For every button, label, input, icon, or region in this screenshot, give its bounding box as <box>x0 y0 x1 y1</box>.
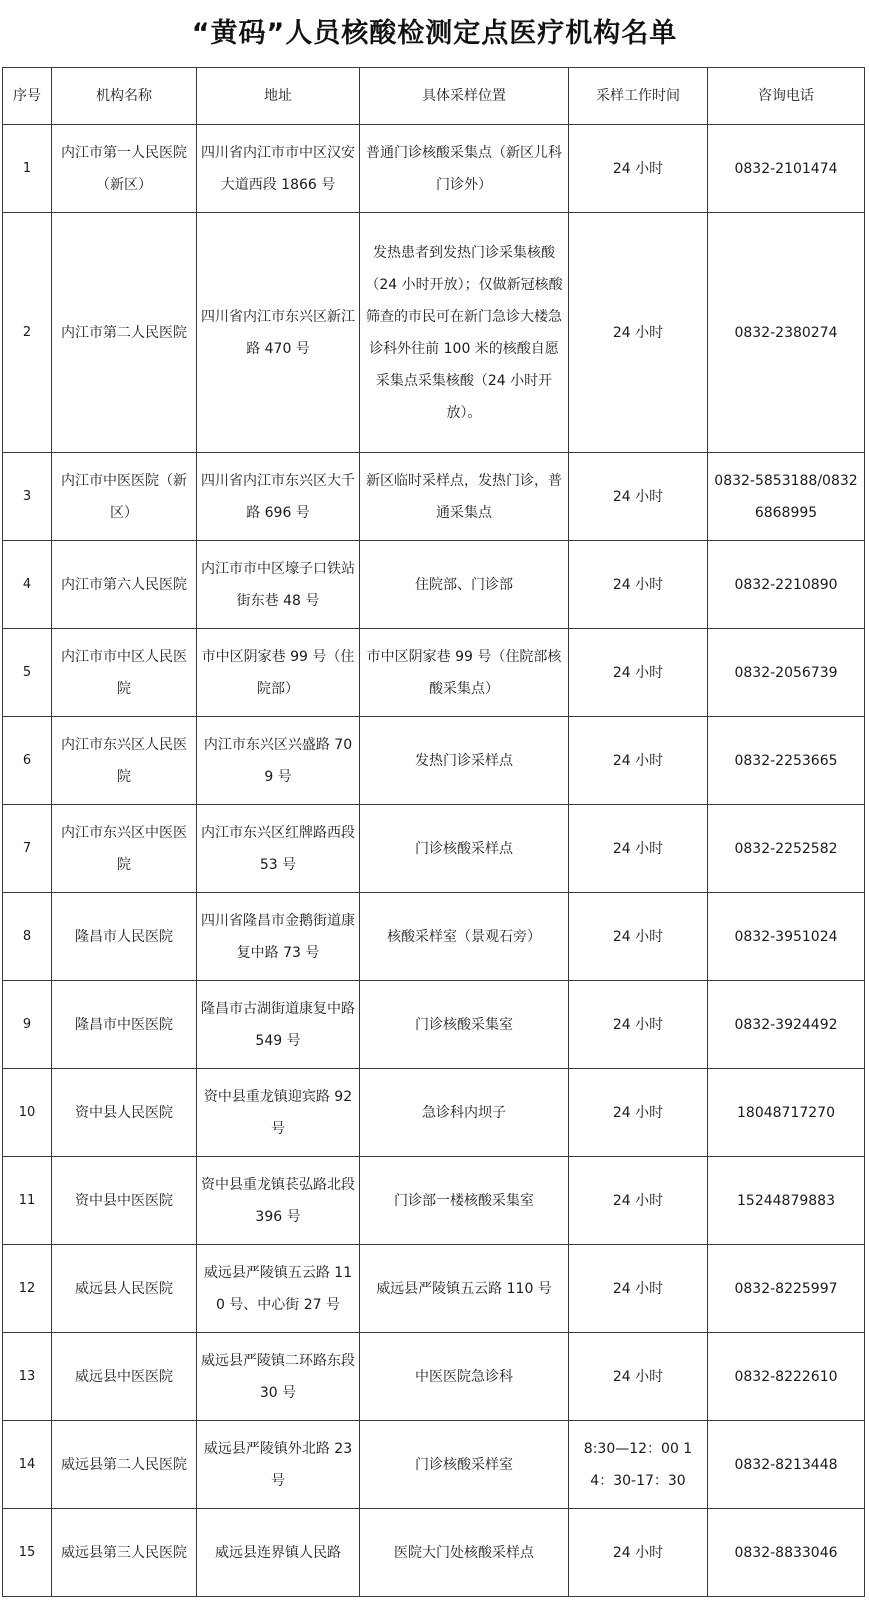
row-institution-name: 资中县中医医院 <box>52 1157 197 1245</box>
row-institution-name: 资中县人民医院 <box>52 1069 197 1157</box>
row-index: 3 <box>3 453 52 541</box>
row-institution-name: 威远县人民医院 <box>52 1245 197 1333</box>
row-phone: 15244879883 <box>708 1157 865 1245</box>
header-working-hours: 采样工作时间 <box>569 68 708 125</box>
row-index: 13 <box>3 1333 52 1421</box>
row-phone: 0832-2252582 <box>708 805 865 893</box>
document-title: “黄码”人员核酸检测定点医疗机构名单 <box>191 18 678 49</box>
row-sampling-location: 中医医院急诊科 <box>360 1333 569 1421</box>
header-institution-name: 机构名称 <box>52 68 197 125</box>
row-working-hours: 24 小时 <box>569 981 708 1069</box>
row-institution-name: 威远县中医医院 <box>52 1333 197 1421</box>
row-institution-name: 内江市市中区人民医院 <box>52 629 197 717</box>
row-institution-name: 内江市第一人民医院（新区） <box>52 125 197 213</box>
row-phone: 0832-8833046 <box>708 1509 865 1597</box>
row-sampling-location: 门诊核酸采集室 <box>360 981 569 1069</box>
row-sampling-location: 门诊部一楼核酸采集室 <box>360 1157 569 1245</box>
row-working-hours: 24 小时 <box>569 717 708 805</box>
row-institution-name: 内江市第六人民医院 <box>52 541 197 629</box>
row-index: 12 <box>3 1245 52 1333</box>
row-working-hours: 24 小时 <box>569 629 708 717</box>
row-address: 内江市东兴区兴盛路 709 号 <box>197 717 360 805</box>
row-address: 资中县重龙镇迎宾路 92 号 <box>197 1069 360 1157</box>
row-working-hours: 24 小时 <box>569 1509 708 1597</box>
header-address: 地址 <box>197 68 360 125</box>
row-index: 9 <box>3 981 52 1069</box>
row-working-hours: 24 小时 <box>569 453 708 541</box>
row-working-hours: 24 小时 <box>569 1157 708 1245</box>
row-working-hours: 24 小时 <box>569 1245 708 1333</box>
row-phone: 0832-2101474 <box>708 125 865 213</box>
row-address: 威远县严陵镇五云路 110 号、中心街 27 号 <box>197 1245 360 1333</box>
row-institution-name: 威远县第二人民医院 <box>52 1421 197 1509</box>
institution-table <box>2 67 865 1597</box>
row-sampling-location: 市中区阴家巷 99 号（住院部核酸采集点） <box>360 629 569 717</box>
row-index: 14 <box>3 1421 52 1509</box>
row-phone: 0832-3924492 <box>708 981 865 1069</box>
row-index: 15 <box>3 1509 52 1597</box>
row-index: 4 <box>3 541 52 629</box>
row-address: 威远县连界镇人民路 <box>197 1509 360 1597</box>
row-address: 内江市市中区壕子口铁站街东巷 48 号 <box>197 541 360 629</box>
row-index: 1 <box>3 125 52 213</box>
row-address: 内江市东兴区红牌路西段 53 号 <box>197 805 360 893</box>
row-working-hours: 24 小时 <box>569 125 708 213</box>
table-row <box>3 805 865 893</box>
row-address: 威远县严陵镇二环路东段 30 号 <box>197 1333 360 1421</box>
table-row <box>3 213 865 453</box>
row-working-hours: 24 小时 <box>569 805 708 893</box>
table-row <box>3 1509 865 1597</box>
row-working-hours: 24 小时 <box>569 541 708 629</box>
table-row <box>3 717 865 805</box>
row-index: 7 <box>3 805 52 893</box>
table-row <box>3 1333 865 1421</box>
row-working-hours: 24 小时 <box>569 1069 708 1157</box>
row-sampling-location: 住院部、门诊部 <box>360 541 569 629</box>
row-sampling-location: 门诊核酸采样室 <box>360 1421 569 1509</box>
row-phone: 0832-2253665 <box>708 717 865 805</box>
row-institution-name: 隆昌市中医医院 <box>52 981 197 1069</box>
row-index: 11 <box>3 1157 52 1245</box>
row-phone: 0832-2380274 <box>708 213 865 453</box>
table-row <box>3 893 865 981</box>
row-address: 隆昌市古湖街道康复中路 549 号 <box>197 981 360 1069</box>
row-working-hours: 24 小时 <box>569 893 708 981</box>
table-row <box>3 1421 865 1509</box>
row-institution-name: 内江市东兴区中医医院 <box>52 805 197 893</box>
row-address: 四川省内江市东兴区大千路 696 号 <box>197 453 360 541</box>
row-sampling-location: 门诊核酸采样点 <box>360 805 569 893</box>
row-sampling-location: 新区临时采样点，发热门诊，普通采集点 <box>360 453 569 541</box>
row-sampling-location: 核酸采样室（景观石旁） <box>360 893 569 981</box>
row-institution-name: 内江市东兴区人民医院 <box>52 717 197 805</box>
table-header-row <box>3 68 865 125</box>
table-row <box>3 1157 865 1245</box>
row-institution-name: 内江市第二人民医院 <box>52 213 197 453</box>
row-sampling-location: 急诊科内坝子 <box>360 1069 569 1157</box>
row-phone: 0832-8225997 <box>708 1245 865 1333</box>
row-index: 8 <box>3 893 52 981</box>
table-row <box>3 629 865 717</box>
row-sampling-location: 发热门诊采样点 <box>360 717 569 805</box>
row-address: 威远县严陵镇外北路 23 号 <box>197 1421 360 1509</box>
row-working-hours: 24 小时 <box>569 1333 708 1421</box>
row-institution-name: 隆昌市人民医院 <box>52 893 197 981</box>
row-phone: 18048717270 <box>708 1069 865 1157</box>
header-phone: 咨询电话 <box>708 68 865 125</box>
row-address: 资中县重龙镇苌弘路北段 396 号 <box>197 1157 360 1245</box>
row-institution-name: 内江市中医医院（新区） <box>52 453 197 541</box>
row-address: 四川省内江市东兴区新江路 470 号 <box>197 213 360 453</box>
row-index: 2 <box>3 213 52 453</box>
row-working-hours: 8:30—12：00 14：30-17：30 <box>569 1421 708 1509</box>
header-index: 序号 <box>3 68 52 125</box>
row-sampling-location: 威远县严陵镇五云路 110 号 <box>360 1245 569 1333</box>
table-row <box>3 453 865 541</box>
row-index: 5 <box>3 629 52 717</box>
row-sampling-location: 发热患者到发热门诊采集核酸（24 小时开放）；仅做新冠核酸筛查的市民可在新门急诊大楼急诊科外往前 100 米的核酸自愿采集点采集核酸（24 小时开放）。 <box>360 213 569 453</box>
row-phone: 0832-8222610 <box>708 1333 865 1421</box>
row-phone: 0832-3951024 <box>708 893 865 981</box>
row-address: 市中区阴家巷 99 号（住院部） <box>197 629 360 717</box>
row-phone: 0832-2056739 <box>708 629 865 717</box>
table-row <box>3 541 865 629</box>
header-sampling-location: 具体采样位置 <box>360 68 569 125</box>
table-row <box>3 1245 865 1333</box>
row-institution-name: 威远县第三人民医院 <box>52 1509 197 1597</box>
row-working-hours: 24 小时 <box>569 213 708 453</box>
row-address: 四川省内江市市中区汉安大道西段 1866 号 <box>197 125 360 213</box>
row-index: 10 <box>3 1069 52 1157</box>
row-index: 6 <box>3 717 52 805</box>
table-row <box>3 125 865 213</box>
table-row <box>3 981 865 1069</box>
row-sampling-location: 医院大门处核酸采样点 <box>360 1509 569 1597</box>
row-phone: 0832-8213448 <box>708 1421 865 1509</box>
row-address: 四川省隆昌市金鹅街道康复中路 73 号 <box>197 893 360 981</box>
row-phone: 0832-5853188/08326868995 <box>708 453 865 541</box>
row-sampling-location: 普通门诊核酸采集点（新区儿科门诊外） <box>360 125 569 213</box>
row-phone: 0832-2210890 <box>708 541 865 629</box>
table-row <box>3 1069 865 1157</box>
